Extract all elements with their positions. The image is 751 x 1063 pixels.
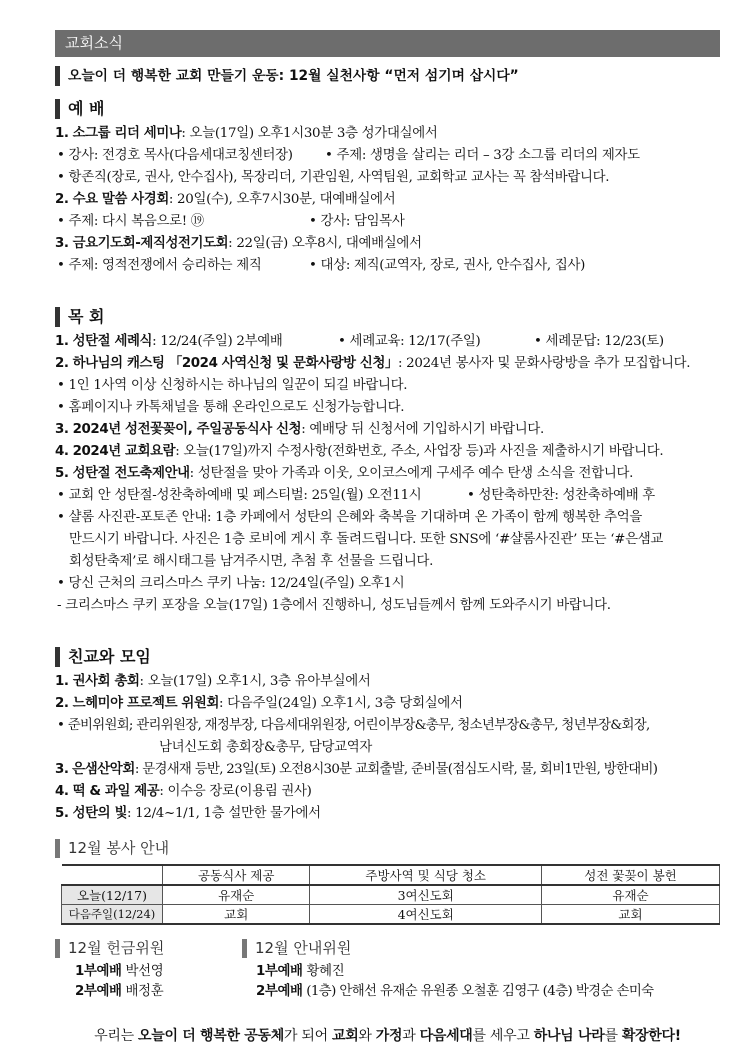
- fellowship-item-3-title: 은샘산악회: [72, 762, 135, 777]
- fellowship-item-2-bullet: • 준비위원회; 관리위원장, 재정부장, 다음세대위원장, 어린이부장&총무, 청소년부장&총무, 청년부장&회장,: [57, 718, 650, 733]
- service-row-label: 다음주일(12/24): [62, 905, 163, 925]
- ministry-item-1: 1. 성탄절 세례식: 12/24(주일) 2부예배 • 세례교육: 12/17(주일) • 세례문답: 12/23(토): [55, 334, 664, 349]
- fellowship-item-5: 5. 성탄의 빛: 12/4~1/1, 1층 설만한 물가에서: [55, 806, 321, 821]
- fellowship-item-2-bullet-cont: 남녀신도회 총회장&총무, 담당교역자: [159, 740, 373, 755]
- worship-item-2: 2. 수요 말씀 사경회: 20일(수), 오후7시30분, 대예배실에서: [55, 192, 396, 207]
- fellowship-item-1: 1. 권사회 총회: 오늘(17일) 오후1시, 3층 유아부실에서: [55, 674, 371, 689]
- usher-row-1: 1부예배 황혜진: [256, 964, 345, 979]
- table-row: [62, 905, 720, 925]
- vision-statement: 우리는 오늘이 더 행복한 공동체가 되어 교회와 가정과 다음세대를 세우고 하나님 나라를 확장한다!: [94, 1028, 681, 1044]
- worship-item-1-bullet: • 강사: 전경호 목사(다음세대코칭센터장) • 주제: 생명을 살리는 리더 – 3강 소그룹 리더의 제자도: [57, 148, 640, 163]
- section-title-fellowship: 친교와 모임: [55, 647, 720, 667]
- service-col-3: 성전 꽃꽂이 봉헌: [541, 865, 719, 885]
- ministry-item-1-title: 성탄절 세례식: [72, 334, 153, 349]
- service-cell: 3여신도회: [310, 885, 542, 905]
- worship-item-1-title: 소그룹 리더 세미나: [72, 126, 182, 141]
- service-cell: 유재순: [541, 885, 719, 905]
- worship-item-3-title: 금요기도회-제직성전기도회: [72, 236, 229, 251]
- table-row: [62, 885, 720, 905]
- ministry-item-5-bullet-1: • 교회 안 성탄절-성찬축하예배 및 페스티벌: 25일(월) 오전11시 • 성탄축하만찬: 성찬축하예배 후: [57, 488, 655, 503]
- section-title-worship: 예 배: [55, 99, 720, 119]
- ministry-item-5-bullet-4: - 크리스마스 쿠키 포장을 오늘(17일) 1층에서 진행하니, 성도님들께서 함께 도와주시기 바랍니다.: [57, 598, 611, 613]
- ministry-item-4-title: 2024년 교회요람: [72, 444, 176, 459]
- worship-item-2-bullet: • 주제: 다시 복음으로! ⑲ • 강사: 담임목사: [57, 214, 405, 229]
- ministry-item-5: 5. 성탄절 전도축제안내: 성탄절을 맞아 가족과 이웃, 오이코스에게 구세주 예수 탄생 소식을 전합니다.: [55, 466, 634, 481]
- service-row-label: 오늘(12/17): [62, 885, 163, 905]
- worship-item-1-bullet-2: • 항존직(장로, 권사, 안수집사), 목장리더, 기관임원, 사역팀원, 교회학교 교사는 꼭 참석바랍니다.: [57, 170, 610, 185]
- worship-item-1: 1. 소그룹 리더 세미나: 오늘(17일) 오후1시30분 3층 성가대실에서: [55, 126, 438, 141]
- monthly-theme: [55, 66, 720, 86]
- ministry-item-5-title: 성탄절 전도축제안내: [72, 466, 190, 481]
- committee-area: [55, 939, 720, 1011]
- offering-row-2: 2부예배 배정훈: [75, 984, 164, 999]
- offering-title: 12월 헌금위원: [55, 939, 235, 958]
- table-corner: [62, 865, 163, 885]
- ministry-item-5-bullet-2-cont-2: 회성탄축제’로 해시태그를 남겨주시면, 추첨 후 선물을 드립니다.: [69, 554, 434, 569]
- church-news-page: [55, 30, 720, 1045]
- ministry-item-4: 4. 2024년 교회요람: 오늘(17일)까지 수정사항(전화번호, 주소, 사업장 등)과 사진을 제출하시기 바랍니다.: [55, 444, 664, 459]
- service-cell: 교회: [541, 905, 719, 925]
- ministry-item-3: 3. 2024년 성전꽃꽂이, 주일공동식사 신청: 예배당 뒤 신청서에 기입하시기 바랍니다.: [55, 422, 544, 437]
- usher-committee: [242, 939, 720, 1002]
- worship-item-3: 3. 금요기도회-제직성전기도회: 22일(금) 오후8시, 대예배실에서: [55, 236, 422, 251]
- usher-title: 12월 안내위원: [242, 939, 720, 958]
- ministry-item-3-title: 2024년 성전꽃꽂이, 주일공동식사 신청: [72, 422, 302, 437]
- service-table-header: [62, 865, 720, 885]
- worship-item-2-title: 수요 말씀 사경회: [72, 192, 169, 207]
- fellowship-item-2-title: 느헤미야 프로젝트 위원회: [72, 696, 219, 711]
- fellowship-item-5-title: 성탄의 빛: [72, 806, 127, 821]
- usher-row-2: 2부예배 (1층) 안해선 유재순 유원종 오철훈 김영구 (4층) 박경순 손미숙: [256, 984, 654, 999]
- ministry-item-2: 2. 하나님의 캐스팅 「2024 사역신청 및 문화사랑방 신청」: 2024년 봉사자 및 문화사랑방을 추가 모집합니다.: [55, 356, 691, 371]
- service-title: 12월 봉사 안내: [55, 839, 720, 858]
- offering-committee: [55, 939, 235, 1002]
- theme-prefix: 오늘이 더 행복한 교회 만들기 운동:: [68, 68, 289, 84]
- service-cell: 교회: [163, 905, 310, 925]
- fellowship-item-4: 4. 떡 & 과일 제공: 이수응 장로(이용림 권사): [55, 784, 312, 799]
- section-title-ministry: 목 회: [55, 307, 720, 327]
- service-col-1: 공동식사 제공: [163, 865, 310, 885]
- ministry-item-5-bullet-2: • 샬롬 사진관-포토존 안내: 1층 카페에서 성탄의 은혜와 축복을 기대하며 온 가족이 함께 행복한 추억을: [57, 510, 643, 525]
- service-cell: 4여신도회: [310, 905, 542, 925]
- service-col-2: 주방사역 및 식당 청소: [310, 865, 542, 885]
- offering-row-1: 1부예배 박선영: [75, 964, 164, 979]
- worship-item-3-bullet: • 주제: 영적전쟁에서 승리하는 제직 • 대상: 제직(교역자, 장로, 권사, 안수집사, 집사): [57, 258, 586, 273]
- news-header-bar: 교회소식: [55, 30, 720, 57]
- ministry-item-5-bullet-2-cont: 만드시기 바랍니다. 사진은 1층 로비에 게시 후 돌려드립니다. 또한 SNS에 ‘#샬롬사진관’ 또는 ‘#은샘교: [69, 532, 663, 547]
- fellowship-item-4-title: 떡 & 과일 제공: [72, 784, 160, 799]
- ministry-item-2-title: 하나님의 캐스팅 「2024 사역신청 및 문화사랑방 신청」: [72, 356, 398, 371]
- service-cell: 유재순: [163, 885, 310, 905]
- ministry-item-5-bullet-3: • 당신 근처의 크리스마스 쿠키 나눔: 12/24일(주일) 오후1시: [57, 576, 405, 591]
- fellowship-item-1-title: 권사회 총회: [72, 674, 140, 689]
- service-table: [61, 864, 720, 925]
- fellowship-item-3: 3. 은샘산악회: 문경새재 등반, 23일(토) 오전8시30분 교회출발, 준비물(점심도시락, 물, 회비1만원, 방한대비): [55, 762, 658, 777]
- ministry-item-2-bullet-2: • 홈페이지나 카톡채널을 통해 온라인으로도 신청가능합니다.: [57, 400, 405, 415]
- fellowship-item-2: 2. 느헤미야 프로젝트 위원회: 다음주일(24일) 오후1시, 3층 당회실에서: [55, 696, 463, 711]
- theme-text: 12월 실천사항 “먼저 섬기며 삽시다”: [288, 68, 519, 84]
- ministry-item-2-bullet-1: • 1인 1사역 이상 신청하시는 하나님의 일꾼이 되길 바랍니다.: [57, 378, 408, 393]
